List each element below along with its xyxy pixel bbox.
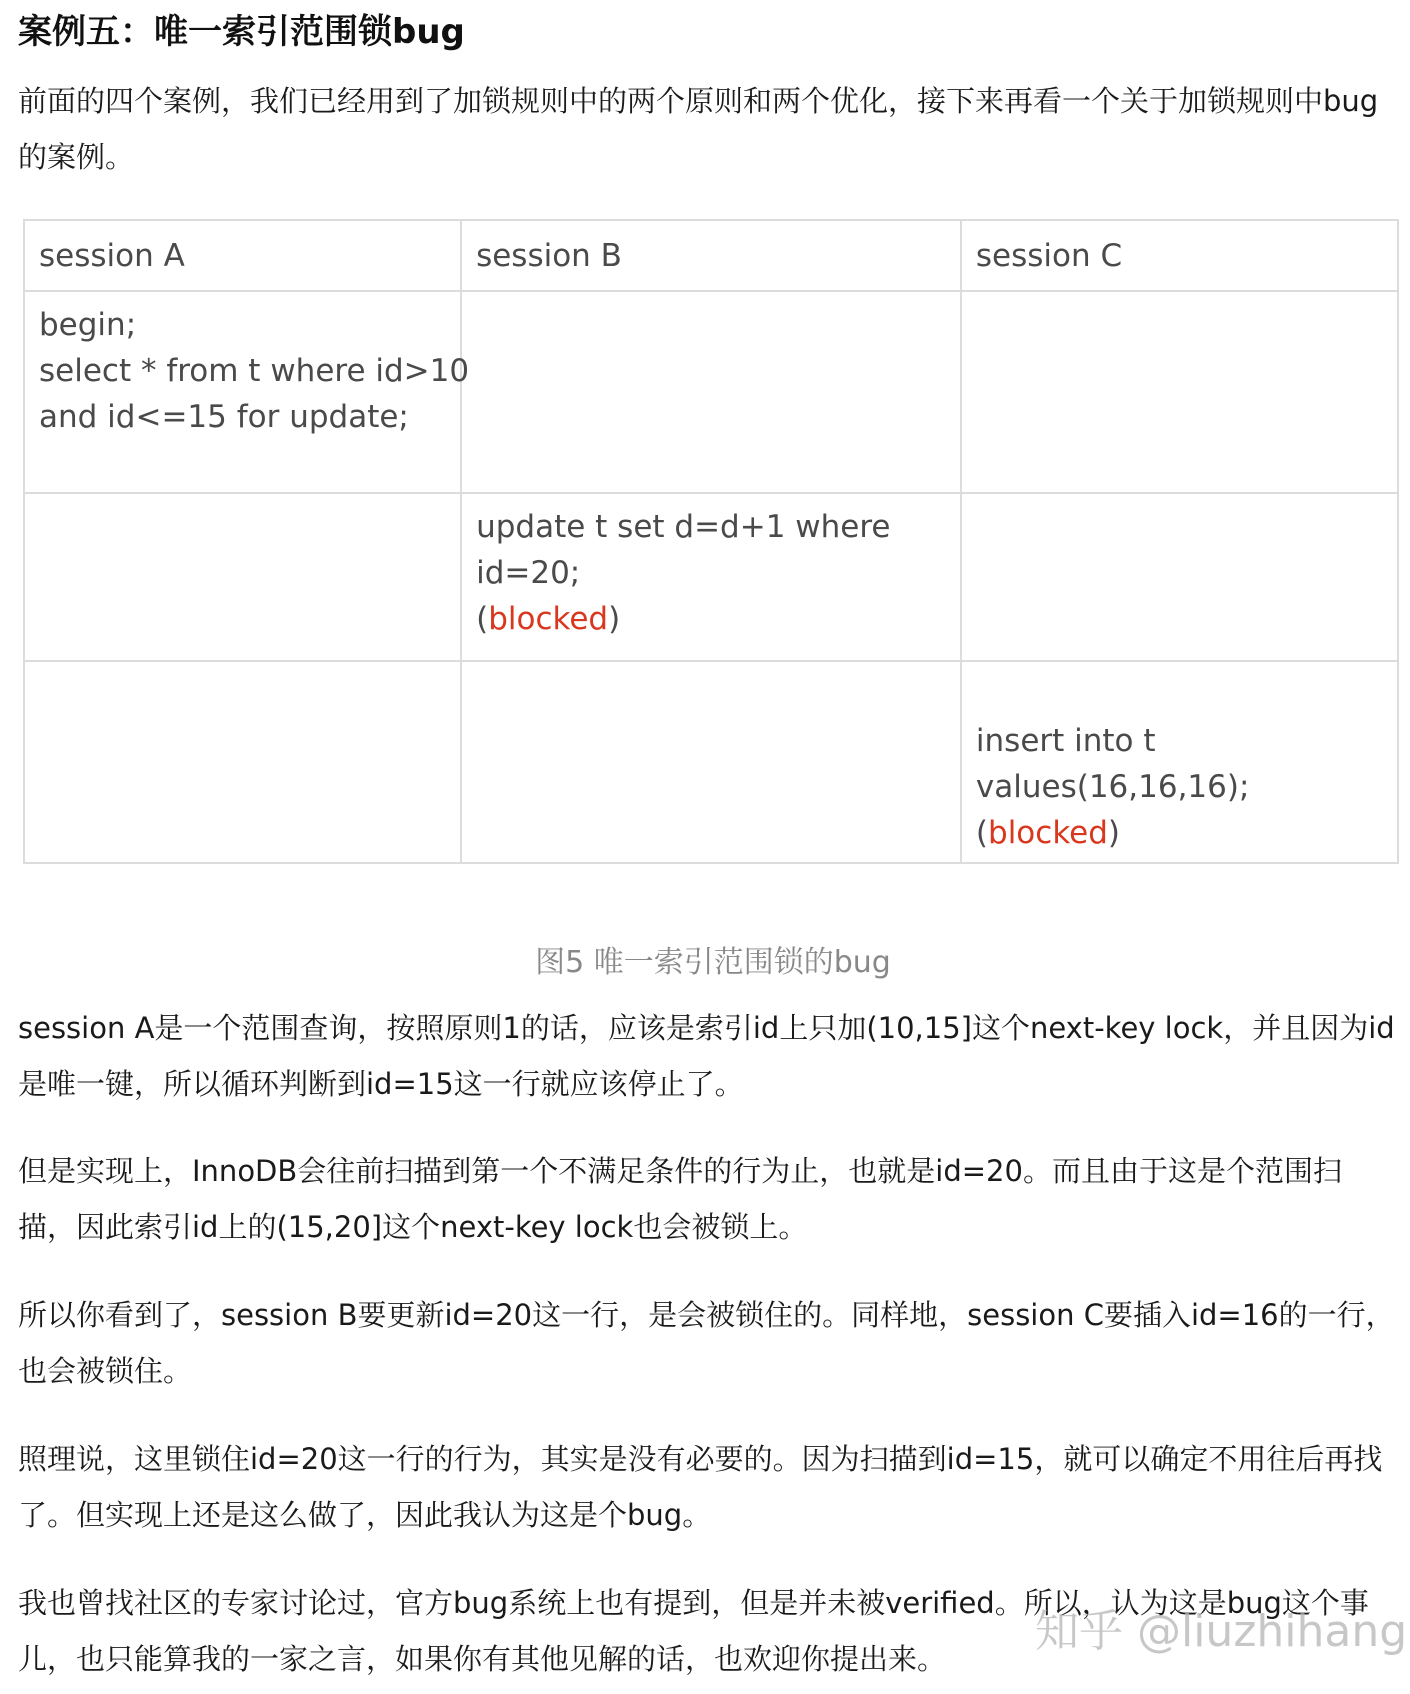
cell-empty	[24, 493, 461, 661]
body-paragraph: 但是实现上，InnoDB会往前扫描到第一个不满足条件的行为止，也就是id=20。而且由于这是个范围扫描，因此索引id上的(15,20]这个next-key lock也会被锁上。	[18, 1154, 1342, 1244]
body-paragraph: 我也曾找社区的专家讨论过，官方bug系统上也有提到，但是并未被verified。所以，认为这是bug这个事儿，也只能算我的一家之言，如果你有其他见解的话，也欢迎你提出来。	[18, 1586, 1369, 1676]
code-line: id=20;	[476, 555, 581, 592]
paren-close: )	[1107, 815, 1121, 851]
code-line: insert into t	[975, 723, 1156, 759]
figure-caption: 图5 唯一索引范围锁的bug	[535, 945, 891, 980]
header-session-c: session C	[961, 220, 1398, 291]
cell-empty	[961, 493, 1398, 661]
cell-session-b-step2	[461, 493, 961, 661]
cell-session-a-step1	[24, 291, 470, 493]
cell-empty	[461, 661, 961, 863]
table-row	[24, 661, 1398, 863]
paren-open: (	[476, 601, 489, 638]
body-paragraph: session A是一个范围查询，按照原则1的话，应该是索引id上只加(10,15]这个next-key lock，并且因为id是唯一键，所以循环判断到id=15这一行就应该停止了。	[18, 1011, 1395, 1101]
paren-open: (	[975, 815, 989, 851]
code-line: values(16,16,16);	[975, 769, 1250, 805]
header-session-a: session A	[24, 220, 461, 291]
cell-empty	[961, 291, 1398, 493]
section-heading: 案例五：唯一索引范围锁bug	[18, 12, 465, 52]
session-table	[23, 219, 1399, 864]
table-row	[24, 291, 1398, 493]
code-line: update t set d=d+1 where	[476, 509, 891, 546]
status-line	[976, 810, 1383, 856]
table-row	[24, 493, 1398, 661]
blocked-status: blocked	[488, 601, 609, 638]
code-line: select * from t where id>10	[39, 353, 470, 390]
blocked-status: blocked	[988, 815, 1108, 851]
status-line	[476, 596, 946, 642]
zhihu-watermark: 知乎 @liuzhihang	[1035, 1606, 1408, 1657]
cell-session-c-step3	[961, 661, 1398, 863]
body-paragraph: 所以你看到了，session B要更新id=20这一行，是会被锁住的。同样地，session C要插入id=16的一行，也会被锁住。	[18, 1298, 1395, 1388]
cell-empty	[461, 291, 961, 493]
paren-close: )	[608, 601, 621, 638]
code-line: begin;	[39, 307, 137, 344]
intro-paragraph: 前面的四个案例，我们已经用到了加锁规则中的两个原则和两个优化，接下来再看一个关于加锁规则中bug的案例。	[18, 84, 1379, 174]
body-paragraph: 照理说，这里锁住id=20这一行的行为，其实是没有必要的。因为扫描到id=15，就可以确定不用往后再找了。但实现上还是这么做了，因此我认为这是个bug。	[18, 1442, 1383, 1532]
header-session-b: session B	[461, 220, 961, 291]
cell-empty	[24, 661, 461, 863]
code-line: and id<=15 for update;	[39, 399, 409, 436]
table-header-row	[24, 220, 1398, 291]
